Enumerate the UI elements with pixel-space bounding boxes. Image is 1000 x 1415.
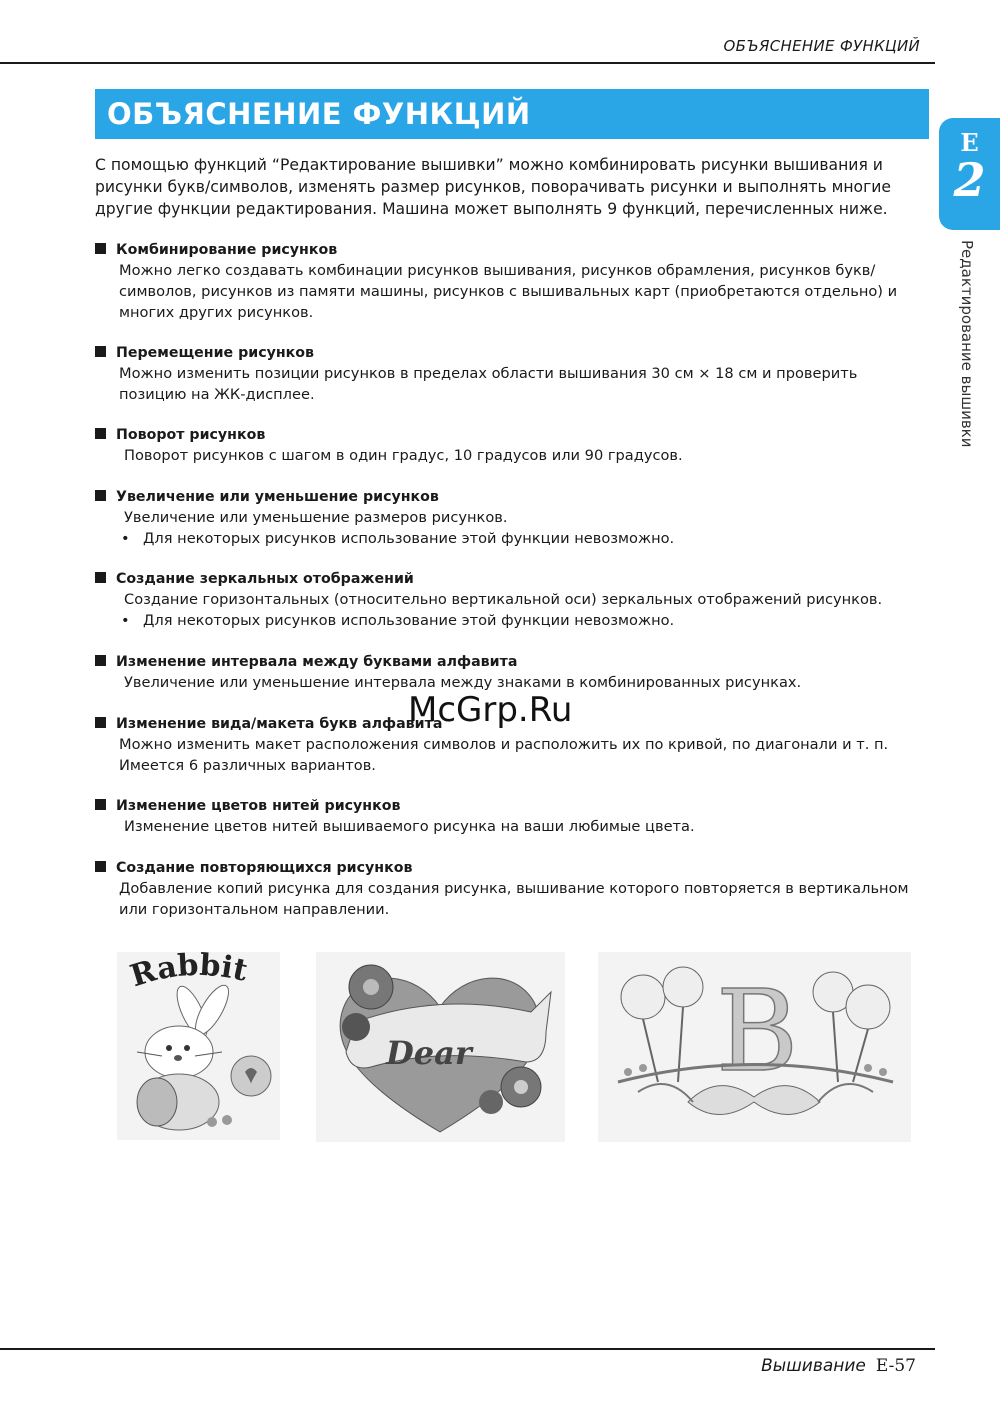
square-bullet-icon [95, 428, 106, 439]
square-bullet-icon [95, 243, 106, 254]
rabbit-embroidery-icon [117, 952, 280, 1140]
section-title: Перемещение рисунков [116, 345, 315, 361]
section-body: Создание горизонтальных (относительно вертикальной оси) зеркальных отображений рисунков. [124, 591, 883, 608]
page-footer [761, 1356, 916, 1376]
dear-heart-illustration [316, 952, 565, 1142]
monogram-illustration [598, 952, 911, 1142]
header-rule [0, 62, 935, 64]
section-body: Изменение цветов нитей вышиваемого рисунка на ваши любимые цвета. [124, 818, 695, 835]
section-body: Можно изменить макет расположения символов и расположить их по кривой, по диагонали и т. п. Имеется 6 различных вариантов. [119, 736, 889, 774]
intro-paragraph: С помощью функций “Редактирование вышивки” можно комбинировать рисунки вышивания и рисунки букв/символов, изменять размер рисунков, поворачивать рисунки и выполнять многие другие функции редактирования. Машина может выполнять 9 функций, перечисленных ниже. [95, 156, 892, 218]
running-header: ОБЪЯСНЕНИЕ ФУНКЦИЙ [723, 37, 920, 55]
square-bullet-icon [95, 717, 106, 728]
page-number: E-57 [875, 1356, 916, 1376]
watermark: McGrp.Ru [408, 690, 573, 730]
section-title: Комбинирование рисунков [116, 242, 338, 258]
square-bullet-icon [95, 861, 106, 872]
dear-text: Dear [386, 1034, 472, 1072]
square-bullet-icon [95, 655, 106, 666]
section-resizing [95, 487, 925, 549]
chapter-tab-number: 2 [953, 153, 986, 207]
footer-rule [0, 1348, 935, 1350]
section-title: Поворот рисунков [116, 427, 266, 443]
section-title: Увеличение или уменьшение рисунков [116, 489, 439, 505]
section-moving [95, 343, 925, 405]
section-title: Изменение вида/макета букв алфавита [116, 716, 443, 732]
section-body: Поворот рисунков с шагом в один градус, 10 градусов или 90 градусов. [124, 447, 683, 464]
section-note: • Для некоторых рисунков использование этой функции невозможно. [121, 612, 675, 629]
heart-embroidery-icon [316, 952, 565, 1142]
section-body: Можно легко создавать комбинации рисунков вышивания, рисунков обрамления, рисунков букв/символов, рисунков из памяти машины, рисунков с вышивальных карт (приобретаются отдельно) и многих других рисунков. [119, 262, 898, 321]
section-mirror [95, 569, 925, 631]
section-body: Увеличение или уменьшение интервала между знаками в комбинированных рисунках. [124, 674, 802, 691]
section-spacing [95, 652, 925, 693]
section-repeating [95, 858, 925, 920]
rabbit-text: Rabbit [126, 952, 251, 995]
section-note: • Для некоторых рисунков использование этой функции невозможно. [121, 530, 675, 547]
rabbit-illustration [117, 952, 280, 1140]
page-title: ОБЪЯСНЕНИЕ ФУНКЦИЙ [95, 89, 929, 139]
section-title: Изменение цветов нитей рисунков [116, 798, 401, 814]
section-combining [95, 240, 925, 323]
section-title: Создание повторяющихся рисунков [116, 860, 413, 876]
square-bullet-icon [95, 572, 106, 583]
chapter-tab [939, 118, 1000, 230]
section-body: Увеличение или уменьшение размеров рисунков. [124, 509, 508, 526]
chapter-tab-letter: E [960, 128, 979, 157]
floral-monogram-icon [598, 952, 911, 1142]
section-colors [95, 796, 925, 837]
monogram-letter: B [716, 967, 799, 1097]
square-bullet-icon [95, 490, 106, 501]
footer-section: Вышивание [761, 1356, 866, 1376]
square-bullet-icon [95, 799, 106, 810]
section-title: Изменение интервала между буквами алфавита [116, 654, 518, 670]
chapter-side-label: Редактирование вышивки [958, 240, 976, 448]
section-body: Можно изменить позиции рисунков в пределах области вышивания 30 см × 18 см и проверить позицию на ЖК-дисплее. [119, 365, 858, 403]
section-body: Добавление копий рисунка для создания рисунка, вышивание которого повторяется в вертикальном или горизонтальном направлении. [119, 880, 909, 918]
section-rotating [95, 425, 925, 466]
section-title: Создание зеркальных отображений [116, 571, 414, 587]
square-bullet-icon [95, 346, 106, 357]
